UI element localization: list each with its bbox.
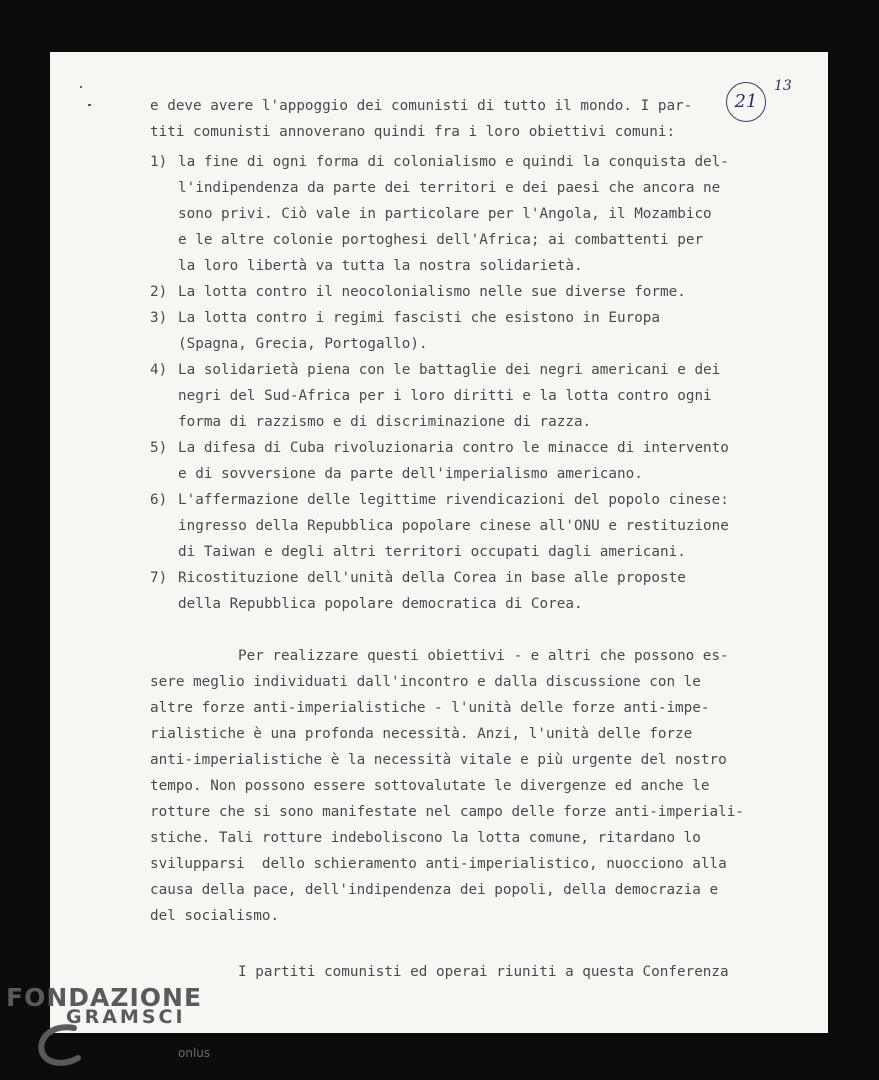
text-line: La difesa di Cuba rivoluzionaria contro le minacce di intervento	[178, 440, 729, 456]
text-line: anti-imperialistiche è la necessità vitale e più urgente del nostro	[150, 752, 727, 768]
text-line: La lotta contro i regimi fascisti che esistono in Europa	[178, 310, 661, 326]
list-item-5	[150, 435, 790, 487]
watermark-onlus: onlus	[178, 1046, 211, 1060]
list-item-6	[150, 487, 790, 565]
text-line: L'affermazione delle legittime rivendicazioni del popolo cinese:	[178, 492, 729, 508]
list-item-2	[150, 279, 790, 305]
text-line: stiche. Tali rotture indeboliscono la lotta comune, ritardano lo	[150, 830, 701, 846]
text-line: rialistiche è una profonda necessità. Anzi, l'unità delle forze	[150, 726, 693, 742]
item-number: 6)	[150, 492, 168, 508]
circled-page-number: 21	[726, 82, 766, 122]
text-line: altre forze anti-imperialistiche - l'unità delle forze anti-impe-	[150, 700, 710, 716]
text-line: svilupparsi dello schieramento anti-imperialistico, nuocciono alla	[150, 856, 727, 872]
list-item-3	[150, 305, 790, 357]
item-number: 2)	[150, 284, 168, 300]
item-number: 5)	[150, 440, 168, 456]
text-line: forma di razzismo e di discriminazione di razza.	[178, 414, 592, 430]
text-line: rotture che si sono manifestate nel campo delle forze anti-imperiali-	[150, 804, 744, 820]
list-item-4	[150, 357, 790, 435]
text-line: (Spagna, Grecia, Portogallo).	[178, 336, 428, 352]
text-line: ingresso della Repubblica popolare cinese all'ONU e restituzione	[178, 518, 729, 534]
secondary-page-number: 13	[774, 78, 792, 94]
paper-speck	[80, 86, 82, 88]
item-number: 4)	[150, 362, 168, 378]
text-line: Per realizzare questi obiettivi - e altri che possono es-	[238, 648, 729, 664]
list-item-1	[150, 149, 790, 279]
text-line: I partiti comunisti ed operai riuniti a questa Conferenza	[238, 964, 729, 980]
text-line: di Taiwan e degli altri territori occupati dagli americani.	[178, 544, 686, 560]
watermark-line-1: FONDAZIONE	[6, 983, 203, 1012]
item-number: 3)	[150, 310, 168, 326]
watermark-swirl-icon	[34, 1020, 94, 1070]
text-line: negri del Sud-Africa per i loro diritti e la lotta contro ogni	[178, 388, 712, 404]
text-line: del socialismo.	[150, 908, 280, 924]
text-line: tempo. Non possono essere sottovalutate le divergenze ed anche le	[150, 778, 710, 794]
text-line: la fine di ogni forma di colonialismo e quindi la conquista del-	[178, 154, 729, 170]
text-line: La solidarietà piena con le battaglie dei negri americani e dei	[178, 362, 721, 378]
paragraph	[150, 643, 790, 929]
text-line: titi comunisti annoverano quindi fra i loro obiettivi comuni:	[150, 124, 676, 140]
watermark-line-2: GRAMSCI	[66, 1006, 186, 1028]
text-line: l'indipendenza da parte dei territori e dei paesi che ancora ne	[178, 180, 721, 196]
text-line: Ricostituzione dell'unità della Corea in base alle proposte	[178, 570, 686, 586]
text-line: causa della pace, dell'indipendenza dei popoli, della democrazia e	[150, 882, 719, 898]
text-line: sono privi. Ciò vale in particolare per l'Angola, il Mozambico	[178, 206, 712, 222]
text-line: La lotta contro il neocolonialismo nelle sue diverse forme.	[178, 284, 686, 300]
text-line: sere meglio individuati dall'incontro e dalla discussione con le	[150, 674, 701, 690]
item-number: 1)	[150, 154, 168, 170]
text-line: della Repubblica popolare democratica di Corea.	[178, 596, 583, 612]
text-line: la loro libertà va tutta la nostra solidarietà.	[178, 258, 583, 274]
text-line: e deve avere l'appoggio dei comunisti di tutto il mondo. I par-	[150, 98, 693, 114]
typed-text-body	[150, 93, 790, 985]
paper-speck	[88, 104, 91, 106]
item-number: 7)	[150, 570, 168, 586]
text-line: e di sovversione da parte dell'imperialismo americano.	[178, 466, 643, 482]
text-line: e le altre colonie portoghesi dell'Africa; ai combattenti per	[178, 232, 704, 248]
list-item-7	[150, 565, 790, 617]
